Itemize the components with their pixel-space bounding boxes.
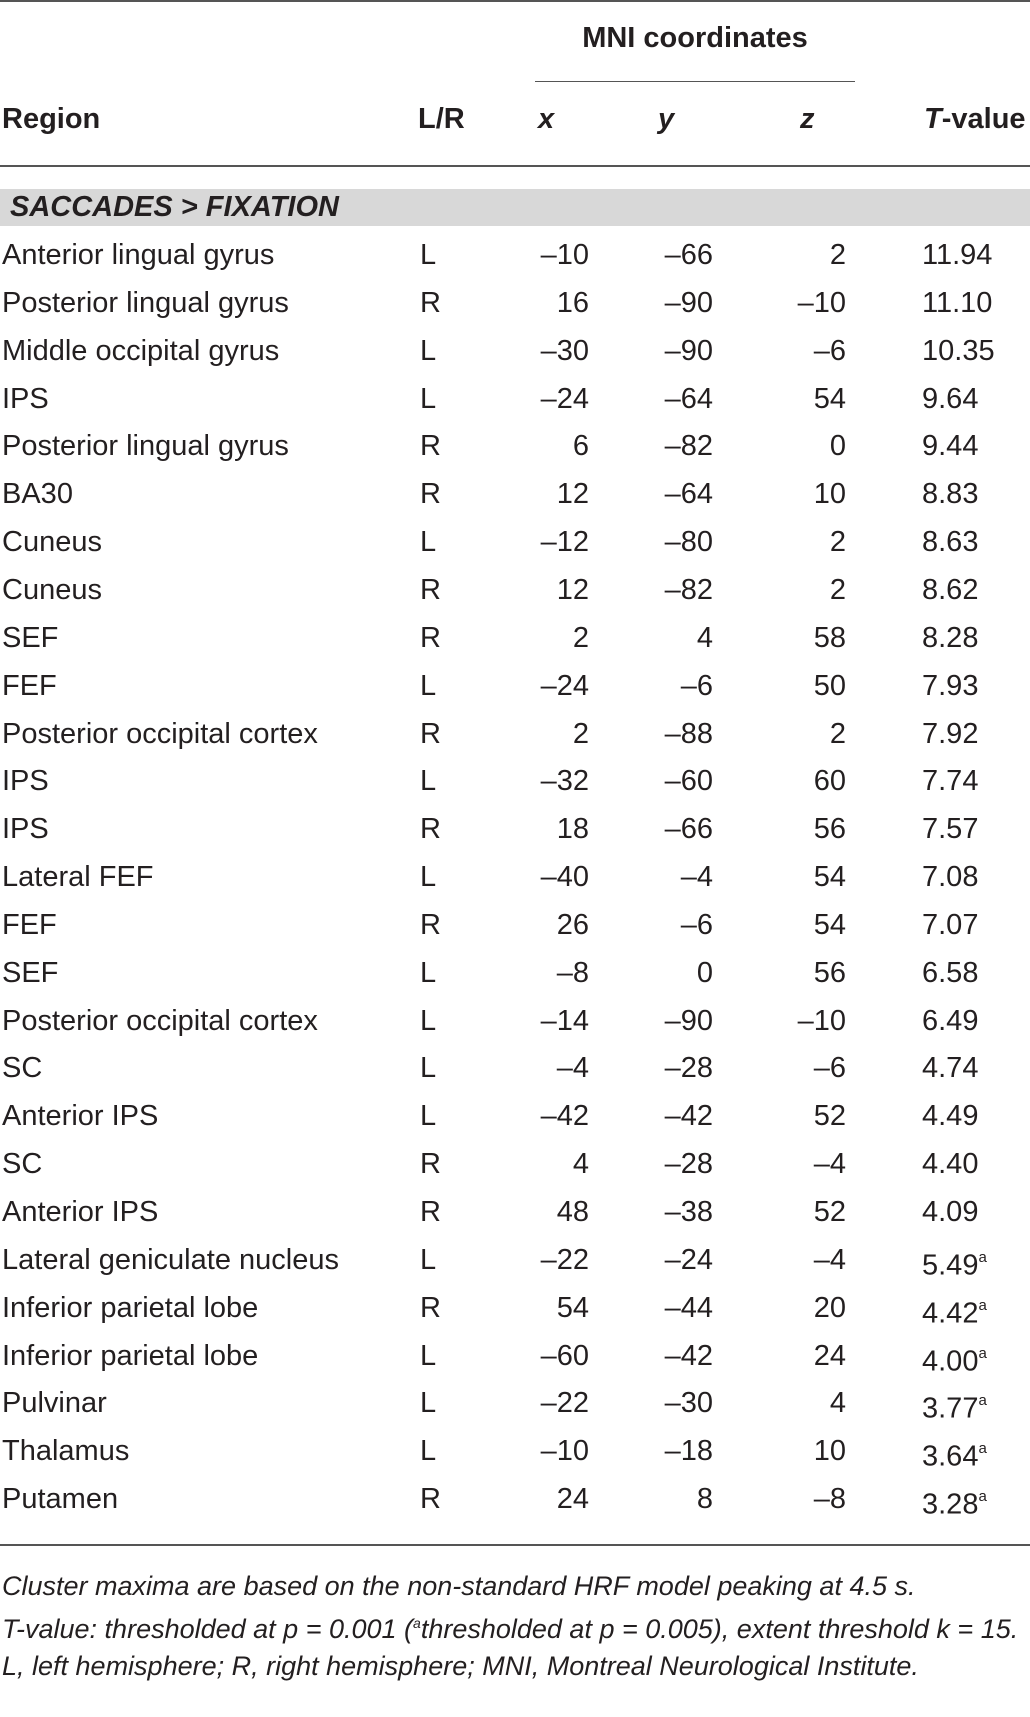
cell-lr: L: [420, 956, 437, 989]
cell-lr: R: [420, 1148, 441, 1181]
table-row: [0, 949, 1030, 997]
cell-region: IPS: [2, 813, 49, 846]
cell-x: 12: [556, 478, 589, 511]
section-band: [0, 189, 1030, 226]
cell-x: –22: [540, 1387, 589, 1420]
table-row: [0, 422, 1030, 470]
cell-y: –66: [664, 813, 713, 846]
col-header-x: x: [538, 103, 555, 135]
cell-y: –42: [664, 1100, 713, 1133]
cell-t-footnote-mark: a: [978, 1344, 987, 1362]
cell-lr: L: [420, 334, 437, 367]
cell-y: 0: [696, 956, 713, 989]
cell-region: FEF: [2, 908, 57, 941]
cell-x: –60: [540, 1339, 589, 1372]
col-header-y: y: [658, 103, 675, 135]
cell-z: 60: [813, 765, 846, 798]
cell-t-footnote-mark: a: [978, 1440, 987, 1458]
cell-region: Pulvinar: [2, 1387, 107, 1420]
cell-z: 54: [813, 382, 846, 415]
cell-y: –82: [664, 573, 713, 606]
mni-coordinates-header: MNI coordinates: [582, 22, 808, 54]
cell-y: –6: [680, 669, 713, 702]
cell-region: Cuneus: [2, 526, 102, 559]
cell-region: Putamen: [2, 1483, 119, 1516]
cell-lr: L: [420, 861, 437, 894]
cell-lr: L: [420, 239, 437, 271]
cell-region: Anterior IPS: [2, 1100, 159, 1133]
cell-region: BA30: [2, 478, 73, 511]
table-row: [0, 1284, 1030, 1332]
cell-t-value: [922, 1427, 987, 1475]
cell-t-footnote-mark: a: [978, 1296, 987, 1314]
cell-y: –28: [664, 1052, 713, 1085]
cell-z: 10: [813, 1435, 846, 1468]
cell-x: –24: [540, 382, 589, 415]
cell-lr: L: [420, 1100, 437, 1133]
cell-y: –60: [664, 765, 713, 798]
cell-region: Anterior lingual gyrus: [2, 239, 275, 271]
table-row: [0, 1379, 1030, 1427]
cell-y: –88: [664, 717, 713, 750]
col-header-lr: L/R: [418, 103, 465, 135]
cell-x: 18: [556, 813, 589, 846]
cell-t-number: 4.49: [922, 1100, 979, 1133]
table-row: [0, 1475, 1030, 1523]
table-row: [0, 1140, 1030, 1188]
table-row: [0, 1236, 1030, 1284]
cell-region: Anterior IPS: [2, 1196, 159, 1228]
table-row: [0, 710, 1030, 758]
cell-z: 50: [813, 669, 846, 702]
table-row: [0, 518, 1030, 566]
cell-t-value: [922, 279, 992, 327]
cell-t-value: [922, 805, 978, 853]
cell-x: 24: [556, 1483, 589, 1516]
cell-x: –22: [540, 1243, 589, 1276]
cell-x: –24: [540, 669, 589, 702]
cell-t-value: [922, 614, 978, 662]
cell-z: 56: [813, 813, 846, 846]
cell-x: –40: [540, 861, 589, 894]
cell-t-number: 8.62: [922, 573, 979, 606]
cell-x: 2: [572, 717, 589, 750]
cell-y: –4: [680, 861, 713, 894]
cell-x: 6: [572, 430, 589, 463]
col-header-t-letter: T: [924, 103, 942, 135]
cell-lr: R: [420, 717, 441, 750]
cell-t-value: [922, 710, 978, 758]
cell-t-footnote-mark: a: [978, 1488, 987, 1506]
cell-region: SC: [2, 1148, 43, 1181]
cell-region: FEF: [2, 669, 57, 702]
table-row: [0, 901, 1030, 949]
cell-lr: L: [420, 669, 437, 702]
cell-t-value: [922, 1236, 987, 1284]
cell-x: 2: [572, 621, 589, 654]
cell-y: –90: [664, 334, 713, 367]
table-row: [0, 375, 1030, 423]
cell-z: –6: [813, 334, 846, 367]
cell-z: –4: [813, 1243, 846, 1276]
cell-lr: L: [420, 1435, 437, 1468]
col-header-t-suffix: -value: [941, 103, 1026, 135]
cell-lr: R: [420, 1483, 441, 1516]
top-rule: [0, 0, 1030, 2]
cell-t-number: 7.74: [922, 765, 979, 798]
cell-region: SEF: [2, 621, 59, 654]
cell-y: –30: [664, 1387, 713, 1420]
cell-t-number: 11.94: [922, 239, 993, 271]
cell-lr: R: [420, 908, 441, 941]
cell-lr: R: [420, 813, 441, 846]
cell-t-number: 8.63: [922, 526, 979, 559]
cell-t-number: 3.64: [922, 1440, 979, 1473]
cell-z: 54: [813, 861, 846, 894]
cell-z: 4: [829, 1387, 846, 1420]
cell-x: 4: [572, 1148, 589, 1181]
cell-t-value: [922, 1379, 987, 1427]
cell-t-value: [922, 375, 978, 423]
cell-t-value: [922, 1044, 978, 1092]
mni-header-rule: [535, 81, 855, 82]
cell-y: 4: [696, 621, 713, 654]
cell-t-footnote-mark: a: [978, 1248, 987, 1266]
cell-t-number: 6.58: [922, 956, 979, 989]
cell-t-number: 9.64: [922, 382, 979, 415]
cell-z: 2: [829, 239, 846, 271]
col-header-z: z: [800, 103, 815, 135]
cell-t-value: [922, 231, 992, 279]
cell-lr: L: [420, 1004, 437, 1037]
table-row: [0, 1427, 1030, 1475]
cell-y: –80: [664, 526, 713, 559]
table-row: [0, 1044, 1030, 1092]
cell-z: 54: [813, 908, 846, 941]
cell-z: –4: [813, 1148, 846, 1181]
note-line-2: [2, 1605, 1028, 1648]
cell-x: –10: [540, 1435, 589, 1468]
header-rule: [0, 165, 1030, 167]
cell-t-number: 4.00: [922, 1345, 979, 1378]
cell-z: 52: [813, 1100, 846, 1133]
cell-t-number: 4.42: [922, 1297, 979, 1330]
cell-region: Cuneus: [2, 573, 102, 606]
table-row: [0, 470, 1030, 518]
cell-y: 8: [696, 1483, 713, 1516]
cell-y: –18: [664, 1435, 713, 1468]
cell-x: –32: [540, 765, 589, 798]
cell-t-number: 3.28: [922, 1488, 979, 1521]
cell-x: –14: [540, 1004, 589, 1037]
cell-z: 56: [813, 956, 846, 989]
cell-t-number: 11.10: [922, 286, 993, 319]
cell-y: –44: [664, 1291, 713, 1324]
cell-y: –66: [664, 239, 713, 271]
cell-y: –90: [664, 286, 713, 319]
cell-t-number: 3.77: [922, 1393, 979, 1426]
cell-x: –42: [540, 1100, 589, 1133]
cell-z: –8: [813, 1483, 846, 1516]
cell-z: 2: [829, 717, 846, 750]
table-row: [0, 662, 1030, 710]
cell-t-value: [922, 997, 978, 1045]
cell-t-value: [922, 901, 978, 949]
note-line-2-sup: a: [413, 1615, 421, 1631]
cell-t-number: 4.40: [922, 1148, 979, 1181]
cell-region: SC: [2, 1052, 43, 1085]
table-row: [0, 757, 1030, 805]
cell-x: –10: [540, 239, 589, 271]
cell-region: Posterior occipital cortex: [2, 717, 318, 750]
cell-t-value: [922, 1475, 987, 1523]
cell-lr: R: [420, 430, 441, 463]
cell-lr: R: [420, 286, 441, 319]
cell-lr: L: [420, 382, 437, 415]
col-header-region: Region: [2, 103, 101, 135]
table-row: [0, 1092, 1030, 1140]
cell-region: IPS: [2, 765, 49, 798]
table-row: [0, 1188, 1030, 1236]
cell-z: 2: [829, 526, 846, 559]
cell-z: –10: [797, 1004, 846, 1037]
cell-t-value: [922, 1332, 987, 1380]
cell-y: –64: [664, 382, 713, 415]
cell-z: 10: [813, 478, 846, 511]
cell-t-value: [922, 1284, 987, 1332]
section-title: SACCADES > FIXATION: [10, 191, 339, 223]
note-line-3: L, left hemisphere; R, right hemisphere; MNI, Montreal Neurological Institute.: [2, 1651, 919, 1681]
cell-t-value: [922, 1188, 978, 1236]
cell-x: –12: [540, 526, 589, 559]
cell-t-number: 10.35: [922, 334, 995, 367]
cell-t-number: 5.49: [922, 1249, 979, 1282]
cell-t-number: 8.83: [922, 478, 979, 511]
cell-t-number: 7.08: [922, 861, 979, 894]
cell-z: 2: [829, 573, 846, 606]
note-line-1: Cluster maxima are based on the non-standard HRF model peaking at 4.5 s.: [2, 1571, 916, 1601]
cell-y: –28: [664, 1148, 713, 1181]
cell-region: Posterior occipital cortex: [2, 1004, 318, 1037]
cell-z: –6: [813, 1052, 846, 1085]
cell-t-value: [922, 662, 978, 710]
cell-t-number: 7.93: [922, 669, 979, 702]
cell-lr: L: [420, 1339, 437, 1372]
note-line-2-post: thresholded at p = 0.005), extent threshold k = 15.: [420, 1614, 1019, 1644]
bottom-rule: [0, 1544, 1030, 1546]
cell-region: Lateral FEF: [2, 861, 154, 894]
cell-lr: R: [420, 573, 441, 606]
cell-y: –82: [664, 430, 713, 463]
cell-z: 20: [813, 1291, 846, 1324]
table-row: [0, 614, 1030, 662]
cell-t-value: [922, 422, 978, 470]
table-row: [0, 1332, 1030, 1380]
cell-lr: R: [420, 478, 441, 511]
cell-x: 12: [556, 573, 589, 606]
cell-t-number: 7.92: [922, 717, 979, 750]
col-header-t-value: [924, 101, 1026, 137]
cell-t-footnote-mark: a: [978, 1392, 987, 1410]
table-row: [0, 231, 1030, 279]
cell-region: Inferior parietal lobe: [2, 1291, 259, 1324]
cell-t-value: [922, 470, 978, 518]
cell-z: 0: [829, 430, 846, 463]
cell-x: 26: [556, 908, 589, 941]
cell-x: 54: [556, 1291, 589, 1324]
cell-lr: L: [420, 765, 437, 798]
cell-z: 24: [813, 1339, 846, 1372]
cell-z: 58: [813, 621, 846, 654]
cell-region: Posterior lingual gyrus: [2, 286, 289, 319]
cell-t-number: 7.57: [922, 813, 979, 846]
table-notes: [2, 1568, 1028, 1685]
cell-t-number: 6.49: [922, 1004, 979, 1037]
cell-lr: R: [420, 1291, 441, 1324]
cell-region: IPS: [2, 382, 49, 415]
cell-t-value: [922, 949, 978, 997]
cell-x: 16: [556, 286, 589, 319]
cell-lr: L: [420, 1052, 437, 1085]
cell-region: Middle occipital gyrus: [2, 334, 280, 367]
cell-region: Inferior parietal lobe: [2, 1339, 259, 1372]
cell-t-value: [922, 853, 978, 901]
cell-t-value: [922, 1140, 978, 1188]
cell-y: –24: [664, 1243, 713, 1276]
cell-region: Posterior lingual gyrus: [2, 430, 289, 463]
cell-t-number: 9.44: [922, 430, 979, 463]
table-row: [0, 997, 1030, 1045]
cell-y: –6: [680, 908, 713, 941]
cell-lr: L: [420, 1243, 437, 1276]
table-row: [0, 566, 1030, 614]
cell-lr: L: [420, 526, 437, 559]
cell-t-value: [922, 518, 978, 566]
table-row: [0, 327, 1030, 375]
cell-x: –30: [540, 334, 589, 367]
cell-x: –4: [556, 1052, 589, 1085]
cell-region: Lateral geniculate nucleus: [2, 1243, 339, 1276]
cell-lr: R: [420, 1196, 441, 1228]
cell-t-number: 8.28: [922, 621, 979, 654]
cell-region: Thalamus: [2, 1435, 130, 1468]
cell-t-number: 4.09: [922, 1196, 979, 1228]
cell-t-number: 7.07: [922, 908, 979, 941]
cell-y: –42: [664, 1339, 713, 1372]
cell-y: –38: [664, 1196, 713, 1228]
cell-x: –8: [556, 956, 589, 989]
table-row: [0, 853, 1030, 901]
cell-t-number: 4.74: [922, 1052, 979, 1085]
cell-y: –90: [664, 1004, 713, 1037]
cell-region: SEF: [2, 956, 59, 989]
cell-lr: L: [420, 1387, 437, 1420]
cell-z: –10: [797, 286, 846, 319]
cell-z: 52: [813, 1196, 846, 1228]
note-line-2-pre: T-value: thresholded at p = 0.001 (: [2, 1614, 414, 1644]
cell-t-value: [922, 757, 978, 805]
cell-lr: R: [420, 621, 441, 654]
cell-t-value: [922, 1092, 978, 1140]
table-row: [0, 279, 1030, 327]
table-row: [0, 805, 1030, 853]
cell-x: 48: [556, 1196, 589, 1228]
cell-t-value: [922, 327, 995, 375]
cell-y: –64: [664, 478, 713, 511]
cell-t-value: [922, 566, 978, 614]
